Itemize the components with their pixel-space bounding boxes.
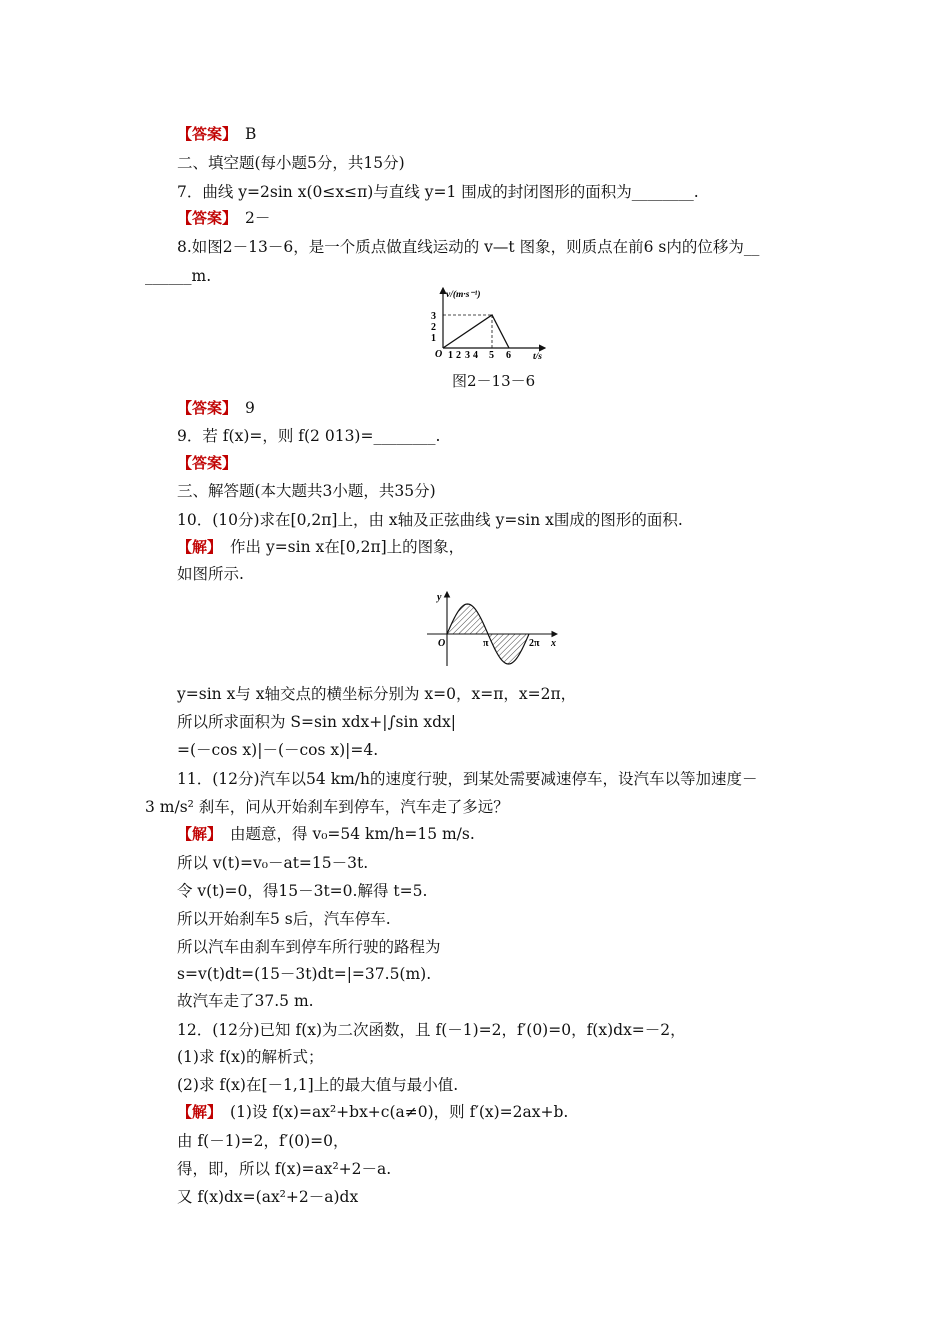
solution-10-line4: 所以所求面积为 S=sin xdx+|∫sin xdx| bbox=[177, 713, 456, 731]
answer-line-9 bbox=[177, 453, 245, 473]
solution-12-line4: 又 f(x)dx=(ax²+2－a)dx bbox=[177, 1188, 359, 1206]
x-tick-label: 6 bbox=[506, 350, 511, 361]
question-8-line2: ______m. bbox=[145, 267, 212, 285]
answer-tag: 【答案】 bbox=[177, 209, 238, 227]
upper-hatched-region bbox=[447, 604, 488, 634]
origin-label: O bbox=[435, 349, 443, 360]
vt-graph-figure bbox=[425, 283, 565, 365]
solution-10-line5: =(－cos x)|－(－cos x)|=4. bbox=[177, 741, 379, 759]
lower-hatched-region bbox=[488, 634, 529, 664]
solution-text: (1)设 f(x)=ax²+bx+c(a≠0)，则 f′(x)=2ax+b. bbox=[230, 1103, 569, 1121]
origin-label: O bbox=[438, 638, 446, 649]
answer-text: 9 bbox=[245, 399, 255, 417]
y-axis-label: y bbox=[437, 592, 442, 603]
solution-tag: 【解】 bbox=[177, 538, 223, 556]
answer-line-7 bbox=[177, 208, 270, 228]
question-11-line1: 11．(12分)汽车以54 km/h的速度行驶，到某处需要减速停车，设汽车以等加速度－ bbox=[177, 770, 758, 788]
solution-11-line5: 所以汽车由刹车到停车所行驶的路程为 bbox=[177, 938, 441, 956]
x-axis-label: t/s bbox=[533, 352, 542, 362]
solution-12-line1 bbox=[177, 1102, 568, 1122]
question-7: 7．曲线 y=2sin x(0≤x≤π)与直线 y=1 围成的封闭图形的面积为________. bbox=[177, 183, 699, 201]
question-11-line2: 3 m/s² 刹车，问从开始刹车到停车，汽车走了多远？ bbox=[145, 798, 509, 816]
solution-10-line1 bbox=[177, 537, 464, 557]
x-tick-label: 3 bbox=[465, 350, 470, 361]
solution-10-line3: y=sin x与 x轴交点的横坐标分别为 x=0，x=π，x=2π， bbox=[177, 685, 577, 703]
question-12-part2: (2)求 f(x)在[－1,1]上的最大值与最小值. bbox=[177, 1076, 459, 1094]
section-heading-fill: 二、填空题(每小题5分，共15分) bbox=[177, 154, 405, 172]
solution-11-line7: 故汽车走了37.5 m. bbox=[177, 992, 314, 1010]
y-tick-label: 1 bbox=[431, 333, 436, 344]
answer-tag: 【答案】 bbox=[177, 454, 238, 472]
pi-label: π bbox=[483, 638, 489, 649]
solution-11-line4: 所以开始刹车5 s后，汽车停车. bbox=[177, 910, 391, 928]
solution-11-line3: 令 v(t)=0，得15－3t=0.解得 t=5. bbox=[177, 882, 428, 900]
solution-11-line1 bbox=[177, 824, 475, 844]
solution-11-line6: s=v(t)dt=(15－3t)dt=|=37.5(m). bbox=[177, 965, 432, 983]
x-axis-label: x bbox=[551, 638, 556, 649]
solution-12-line2: 由 f(－1)=2，f′(0)=0， bbox=[177, 1132, 349, 1150]
sine-graph-figure bbox=[425, 588, 565, 670]
answer-tag: 【答案】 bbox=[177, 125, 238, 143]
x-tick-label: 1 bbox=[448, 350, 453, 361]
x-tick-label: 4 bbox=[473, 350, 478, 361]
question-10: 10．(10分)求在[0,2π]上，由 x轴及正弦曲线 y=sin x围成的图形的面积. bbox=[177, 511, 683, 529]
x-tick-label: 2 bbox=[456, 350, 461, 361]
solution-text: 由题意，得 v₀=54 km/h=15 m/s. bbox=[230, 825, 475, 843]
two-pi-label: 2π bbox=[529, 638, 540, 649]
question-12-line1: 12．(12分)已知 f(x)为二次函数，且 f(－1)=2，f′(0)=0，f(x)dx=－2， bbox=[177, 1021, 686, 1039]
answer-text: B bbox=[245, 125, 257, 143]
answer-line-b bbox=[177, 124, 256, 144]
solution-text: 作出 y=sin x在[0,2π]上的图象， bbox=[230, 538, 465, 556]
solution-10-line2: 如图所示. bbox=[177, 565, 244, 583]
question-12-part1: (1)求 f(x)的解析式； bbox=[177, 1048, 324, 1066]
solution-tag: 【解】 bbox=[177, 825, 223, 843]
section-heading-solve: 三、解答题(本大题共3小题，共35分) bbox=[177, 482, 436, 500]
y-tick-label: 2 bbox=[431, 322, 436, 333]
figure-caption: 图2－13－6 bbox=[452, 372, 536, 390]
solution-tag: 【解】 bbox=[177, 1103, 223, 1121]
y-axis-label: v/(m·s⁻¹) bbox=[446, 290, 481, 300]
velocity-line bbox=[443, 315, 509, 348]
question-9: 9．若 f(x)=，则 f(2 013)=________. bbox=[177, 427, 441, 445]
question-8-line1: 8.如图2－13－6，是一个质点做直线运动的 v—t 图象，则质点在前6 s内的位移为__ bbox=[177, 238, 760, 256]
solution-12-line3: 得，即，所以 f(x)=ax²+2－a. bbox=[177, 1160, 392, 1178]
y-tick-label: 3 bbox=[431, 311, 436, 322]
answer-tag: 【答案】 bbox=[177, 399, 238, 417]
solution-11-line2: 所以 v(t)=v₀－at=15－3t. bbox=[177, 854, 369, 872]
x-tick-label: 5 bbox=[489, 350, 494, 361]
answer-text: 2－ bbox=[245, 209, 271, 227]
answer-line-8 bbox=[177, 398, 255, 418]
